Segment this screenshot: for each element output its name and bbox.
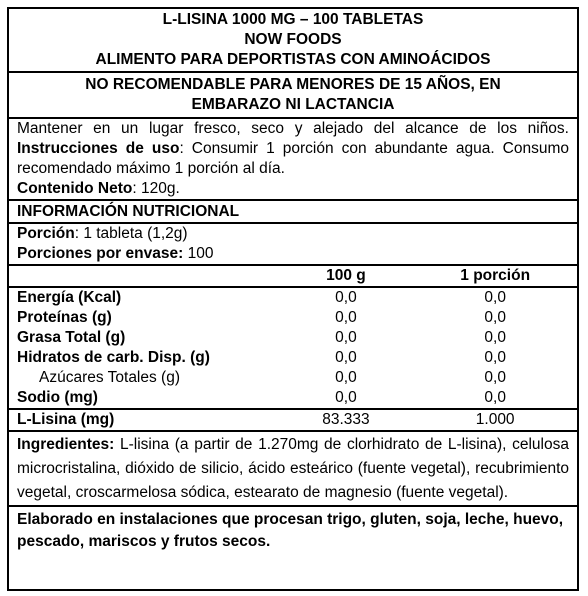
row-value-100g: 0,0 <box>335 289 357 306</box>
row-value-100g: 0,0 <box>279 388 414 409</box>
row-value-portion: 0,0 <box>484 329 506 346</box>
portion-line <box>17 224 569 244</box>
col-header-portion: 1 porción <box>413 266 577 287</box>
row-value-100g: 0,0 <box>335 329 357 346</box>
ingredients-text: L-lisina (a partir de 1.270mg de clorhidrato de L-lisina), celulosa microcristalina, dióxido de silicio, ácido esteárico (fuente vegetal), recubrimiento vegetal, croscarmelosa sódica, estearato de magnesio (fuente vegetal). <box>17 436 569 501</box>
row-value-portion: 0,0 <box>484 309 506 326</box>
ingredients-label: Ingredientes: <box>17 436 115 453</box>
portion-section <box>9 224 577 266</box>
row-value-portion: 0,0 <box>484 289 506 306</box>
servings-value: 100 <box>183 245 214 262</box>
usage-section <box>9 119 577 201</box>
table-row <box>9 308 577 328</box>
usage-text <box>17 119 569 179</box>
row-value-100g: 83.333 <box>322 411 370 428</box>
product-category: ALIMENTO PARA DEPORTISTAS CON AMINOÁCIDOS <box>95 51 491 68</box>
nutrition-label <box>7 7 579 591</box>
nutrition-title: INFORMACIÓN NUTRICIONAL <box>9 201 577 224</box>
net-content-value: : 120g. <box>132 180 180 197</box>
table-row <box>9 287 577 308</box>
row-label: Energía (Kcal) <box>17 289 122 306</box>
row-value-100g: 0,0 <box>335 369 357 386</box>
brand-name: NOW FOODS <box>244 31 342 48</box>
portion-value: : 1 tableta (1,2g) <box>74 225 188 242</box>
row-label: Hidratos de carb. Disp. (g) <box>17 349 210 366</box>
allergen-text: Elaborado en instalaciones que procesan trigo, gluten, soja, leche, huevo, pescado, mariscos y frutos secos. <box>17 511 564 550</box>
row-value-portion: 0,0 <box>484 349 506 366</box>
portion-label: Porción <box>17 225 75 242</box>
table-row <box>9 348 577 368</box>
allergen-section <box>9 507 577 553</box>
row-label: Proteínas (g) <box>17 309 112 326</box>
nutrition-table-section <box>9 266 577 432</box>
row-label: L-Lisina (mg) <box>17 411 115 428</box>
row-value-100g: 0,0 <box>335 309 357 326</box>
instructions-text: : Consumir 1 porción con abundante agua. Consumo recomendado máximo 1 porción al día. <box>17 140 569 177</box>
table-row <box>9 388 577 409</box>
servings-label: Porciones por envase: <box>17 245 184 262</box>
servings-line <box>17 244 569 264</box>
net-content <box>17 179 569 199</box>
row-value-portion: 0,0 <box>484 369 506 386</box>
table-header-row <box>9 266 577 287</box>
warning-section <box>9 73 577 119</box>
warning-text: NO RECOMENDABLE PARA MENORES DE 15 AÑOS, EN EMBARAZO NI LACTANCIA <box>85 76 501 113</box>
net-content-label: Contenido Neto <box>17 180 133 197</box>
row-value-100g: 0,0 <box>335 349 357 366</box>
table-row <box>9 368 577 388</box>
table-row <box>9 409 577 430</box>
storage-text: Mantener en un lugar fresco, seco y alejado del alcance de los niños. <box>17 120 569 137</box>
row-label: Grasa Total (g) <box>17 329 126 346</box>
table-row <box>9 328 577 348</box>
row-label: Azúcares Totales (g) <box>39 369 180 386</box>
row-value-portion: 0,0 <box>413 388 577 409</box>
nutrition-table <box>9 266 577 430</box>
ingredients-section <box>9 432 577 507</box>
product-name: L-LISINA 1000 MG – 100 TABLETAS <box>162 11 424 28</box>
col-header-100g: 100 g <box>279 266 414 287</box>
product-header <box>9 9 577 73</box>
row-label: Sodio (mg) <box>9 388 279 409</box>
instructions-label: Instrucciones de uso <box>17 140 180 157</box>
row-value-portion: 1.000 <box>475 411 515 428</box>
